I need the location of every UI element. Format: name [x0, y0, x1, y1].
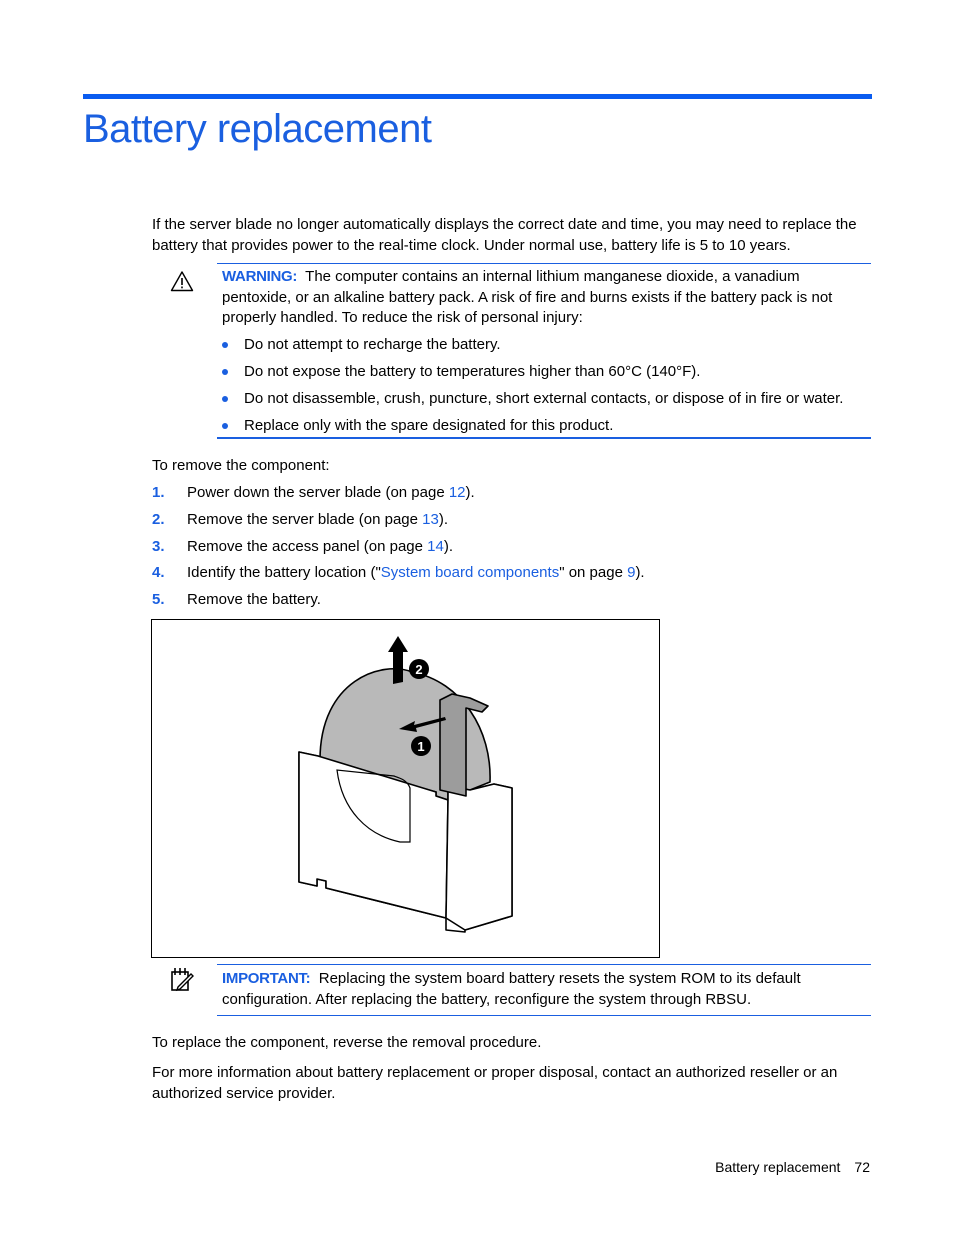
- battery-illustration: [152, 620, 659, 957]
- bullet-icon: [222, 342, 228, 348]
- warning-label: WARNING:: [222, 268, 298, 285]
- important-body: Replacing the system board battery resets the system ROM to its default configuration. After replacing the battery, reconfigure the system through RBSU.: [222, 970, 801, 1008]
- remove-intro: To remove the component:: [152, 457, 330, 474]
- page-link-9[interactable]: 9: [627, 564, 636, 581]
- page-link-13[interactable]: 13: [422, 511, 439, 528]
- warning-top-rule: [217, 263, 871, 264]
- important-bottom-rule: [217, 1015, 871, 1016]
- footer-section: Battery replacement: [715, 1159, 841, 1175]
- bullet-icon: [222, 396, 228, 402]
- title-rule: [83, 94, 872, 99]
- warning-triangle-icon: [170, 270, 194, 292]
- bullet-icon: [222, 423, 228, 429]
- replace-paragraph: To replace the component, reverse the removal procedure.: [152, 1034, 542, 1051]
- warning-body: The computer contains an internal lithium manganese dioxide, a vanadium pentoxide, or an alkaline battery pack. A risk of fire and burns exists if the battery pack is not properly handled. To reduce the risk of personal injury:: [222, 268, 833, 326]
- intro-paragraph: If the server blade no longer automatically displays the correct date and time, you may need to replace the battery that provides power to the real-time clock. Under normal use, battery life is 5 to 10 years.: [152, 216, 857, 254]
- callout-2: 2: [415, 662, 423, 677]
- page-title: Battery replacement: [83, 107, 432, 151]
- warning-bottom-rule: [217, 437, 871, 439]
- battery-removal-figure: [151, 619, 660, 958]
- bullet-icon: [222, 369, 228, 375]
- important-text: [222, 969, 867, 1010]
- callout-1: 1: [417, 739, 425, 754]
- important-note-icon: [170, 966, 194, 992]
- important-top-rule: [217, 964, 871, 965]
- important-label: IMPORTANT:: [222, 970, 311, 987]
- system-board-components-link[interactable]: System board components: [380, 564, 560, 581]
- page-number: 72: [854, 1159, 870, 1175]
- more-info-paragraph: For more information about battery replacement or proper disposal, contact an authorized reseller or an authorized service provider.: [152, 1064, 838, 1102]
- warning-text: [222, 267, 867, 329]
- page-link-14[interactable]: 14: [427, 538, 444, 555]
- page-link-12[interactable]: 12: [448, 484, 466, 501]
- page-footer: [715, 1159, 870, 1175]
